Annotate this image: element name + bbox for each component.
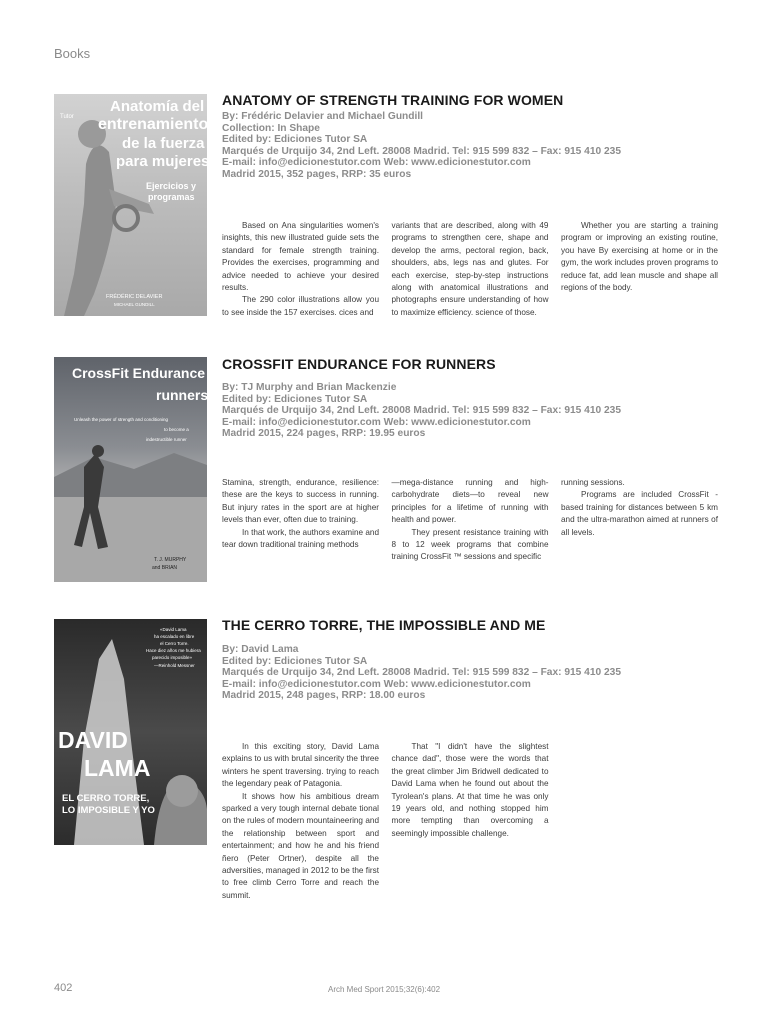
review-column xyxy=(222,741,379,902)
meta-author: By: David Lama xyxy=(222,644,299,655)
review-column xyxy=(392,741,549,902)
book-cover xyxy=(54,357,228,582)
cover-title-line: LO IMPOSIBLE Y YO xyxy=(62,805,155,816)
review-paragraph: In that work, the authors examine and tear down traditional training methods xyxy=(222,527,379,550)
review-paragraph: That "I didn't have the slightest chance dad", those were the words that the great climber Jim Bridwell dedicated to David Lama when he found out about the Tyrolean's plans. At that time he was only 19 years old, and nothing stopped him more tempting than overcoming a seemingly impossible challenge. xyxy=(391,742,549,838)
cover-quote: parecido imposible» xyxy=(152,655,193,660)
meta-edition: Madrid 2015, 248 pages, RRP: 18.00 euros xyxy=(222,690,426,702)
meta-address: Marqués de Urquijo 34, 2nd Left. 28008 Madrid. Tel: 915 599 832 – Fax: 915 410 235 xyxy=(222,405,622,417)
review-paragraph: It shows how his ambitious dream sparked a very tough internal debate tional on the rules of modern mountaineering and the relationship between sport and entertainment; and how he and his friend ñero (Peter Ortner), despite all the adversities, managed in 2012 to be the first to free climb Cerro Torre and reach the summit. xyxy=(222,791,379,900)
book-title: THE CERRO TORRE, THE IMPOSSIBLE AND ME xyxy=(222,617,546,633)
book-title: ANATOMY OF STRENGTH TRAINING FOR WOMEN xyxy=(222,92,564,108)
review-columns xyxy=(222,220,718,319)
book-meta xyxy=(222,111,742,181)
review-column xyxy=(392,220,549,319)
review-paragraph: Stamina, strength, endurance, resilience: these are the keys to success in running. But injury rates in the sport are at higher levels than ever, often due to training. xyxy=(222,478,379,525)
journal-citation: Arch Med Sport 2015;32(6):402 xyxy=(328,985,441,994)
meta-address: Marqués de Urquijo 34, 2nd Left. 28008 Madrid. Tel: 915 599 832 – Fax: 915 410 235 xyxy=(222,145,622,157)
review-paragraph: Based on Ana singularities women's insights, this new illustrated guide sets the standard for female strength training. Provides the exercises, programming and advice needed to achieve your desired results. xyxy=(222,221,379,293)
meta-contact: E-mail: info@edicionestutor.com Web: www.edicionestutor.com xyxy=(222,157,531,169)
meta-editor: Edited by: Ediciones Tutor SA xyxy=(222,393,368,405)
cover-quote: ha escalado en libre xyxy=(154,634,195,639)
review-paragraph: The 290 color illustrations allow you to see inside the 157 exercises. cices and xyxy=(222,295,379,317)
review-paragraph: Programs are included CrossFit - based training for distances between 5 km and the ultra-marathon aimed at runners of all levels. xyxy=(561,490,718,537)
cover-tagline: indestructible runner xyxy=(146,437,187,442)
review-paragraph: In this exciting story, David Lama explains to us with brutal sincerity the three winters he spent traversing. trying to reach the legendary peak of Patagonia. xyxy=(222,742,379,789)
cover-quote: —Reinhold Messner xyxy=(154,663,195,668)
meta-author: By: Frédéric Delavier and Michael Gundill xyxy=(222,111,423,122)
book-meta xyxy=(222,644,742,702)
cover-title-line: EL CERRO TORRE, xyxy=(62,793,150,804)
cover-quote: Hace diez años me hubiera xyxy=(146,648,201,653)
cover-publisher: Tutor xyxy=(60,114,74,120)
cover-quote: «David Lama xyxy=(160,627,187,632)
review-column xyxy=(222,220,379,319)
meta-contact: E-mail: info@edicionestutor.com Web: www.edicionestutor.com xyxy=(222,678,531,690)
review-paragraph: —mega-distance running and high-carbohydrate diets—to reveal new principles for a lifetime of running with health and power. xyxy=(391,478,549,525)
cover-author: T. J. MURPHY xyxy=(154,557,187,563)
cover-title-line: Anatomía del xyxy=(110,98,205,115)
cover-author: and BRIAN xyxy=(152,565,178,571)
cover-tagline: to become a xyxy=(164,427,189,432)
meta-collection: Collection: In Shape xyxy=(222,122,320,134)
meta-author: By: TJ Murphy and Brian Mackenzie xyxy=(222,382,397,393)
review-paragraph: Whether you are starting a training program or improving an existing routine, you have By exercising at home or in the gym, the work includes proven programs to reduce fat, add lean muscle and shape all regions of the body. xyxy=(561,221,718,293)
cover-author: FRÉDÉRIC DELAVIER xyxy=(106,294,163,300)
cover-title-line: entrenamiento xyxy=(98,116,209,133)
meta-address: Marqués de Urquijo 34, 2nd Left. 28008 Madrid. Tel: 915 599 832 – Fax: 915 410 235 xyxy=(222,667,622,679)
review-columns xyxy=(222,741,718,902)
section-label: Books xyxy=(54,46,91,61)
meta-editor: Edited by: Ediciones Tutor SA xyxy=(222,134,368,146)
meta-contact: E-mail: info@edicionestutor.com Web: www.edicionestutor.com xyxy=(222,416,531,428)
review-paragraph: running sessions. xyxy=(561,478,625,487)
review-columns xyxy=(222,477,718,564)
page-number: 402 xyxy=(54,982,73,994)
cover-title-line: para mujeres xyxy=(116,153,210,170)
cover-tagline: Unleash the power of strength and conditioning xyxy=(74,417,169,422)
book-cover xyxy=(54,619,207,845)
cover-author-name: DAVID xyxy=(58,727,128,753)
book-meta xyxy=(222,382,742,440)
review-column xyxy=(392,477,549,564)
meta-edition: Madrid 2015, 352 pages, RRP: 35 euros xyxy=(222,168,412,180)
review-column xyxy=(561,220,718,319)
cover-title-line: runners xyxy=(156,387,209,403)
cover-author: MICHAEL GUNDILL xyxy=(114,302,155,307)
cover-subtitle: Ejercicios y xyxy=(146,181,197,191)
cover-author-name: LAMA xyxy=(84,755,151,781)
review-paragraph: variants that are described, along with 49 programs to strengthen cere, shape and develop the arms, pectoral region, back, shoulders, abs, legs nas and glutes. For each exercise, step-by-step instructions along with anatomical illustrations and photographs ensure understanding of how to maximize efficiency. science of those. xyxy=(391,221,549,317)
review-column xyxy=(561,477,718,564)
cover-quote: el Cerro Torre. xyxy=(160,641,189,646)
meta-edition: Madrid 2015, 224 pages, RRP: 19.95 euros xyxy=(222,428,426,440)
review-column xyxy=(222,477,379,564)
review-paragraph: They present resistance training with 8 to 12 week programs that combine training CrossFit ™ sessions and specific xyxy=(391,527,549,562)
book-title: CROSSFIT ENDURANCE FOR RUNNERS xyxy=(222,356,496,372)
book-cover xyxy=(54,94,210,316)
cover-title-line: CrossFit Endurance for xyxy=(72,365,228,381)
review-column xyxy=(561,741,718,902)
cover-subtitle: programas xyxy=(148,192,195,202)
cover-title-line: de la fuerza xyxy=(122,135,205,152)
meta-editor: Edited by: Ediciones Tutor SA xyxy=(222,655,368,667)
